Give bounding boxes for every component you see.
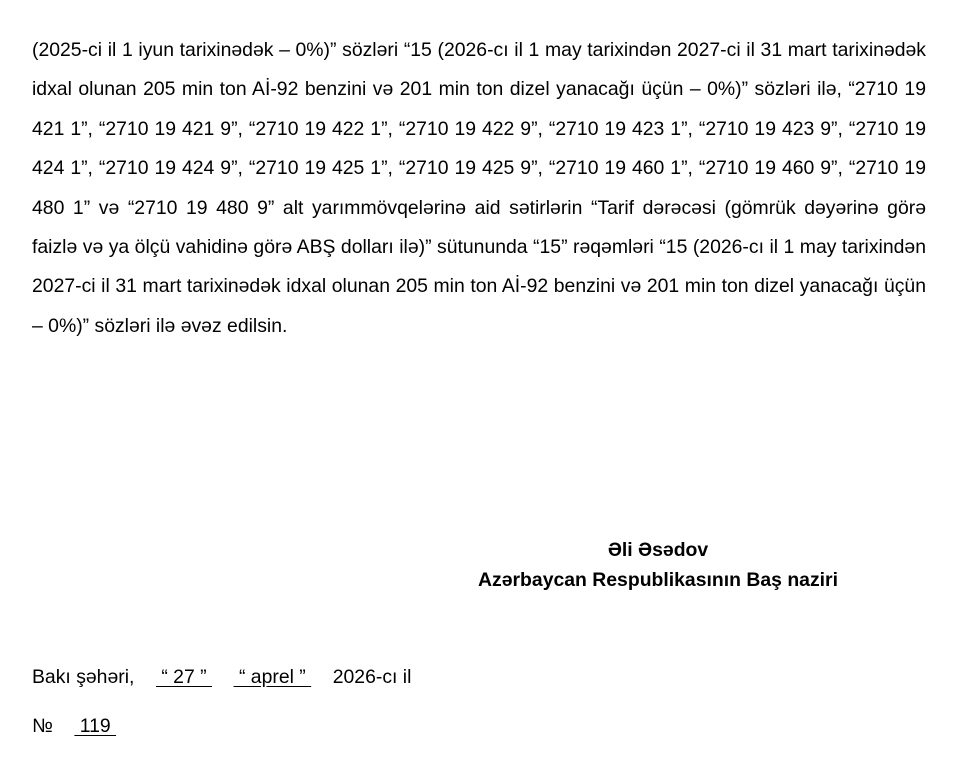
city-label: Bakı şəhəri,: [32, 666, 135, 688]
date-year: 2026-cı il: [332, 666, 412, 688]
date-line: [32, 664, 411, 690]
document-number-line: [32, 713, 116, 739]
signatory-title: Azərbaycan Respublikasının Baş naziri: [478, 569, 838, 591]
decree-body-paragraph: (2025-ci il 1 iyun tarixinədək – 0%)” sözləri “15 (2026-cı il 1 may tarixindən 2027-ci il 31 mart tarixinədək idxal olunan 205 min ton Aİ-92 benzini və 201 min ton dizel yanacağı üçün – 0%)” sözləri ilə, “2710 19 421 1”, “2710 19 421 9”, “2710 19 422 1”, “2710 19 422 9”, “2710 19 423 1”, “2710 19 423 9”, “2710 19 424 1”, “2710 19 424 9”, “2710 19 425 1”, “2710 19 425 9”, “2710 19 460 1”, “2710 19 460 9”, “2710 19 480 1” və “2710 19 480 9” alt yarımmövqelərinə aid sətirlərin “Tarif dərəcəsi (gömrük dəyərinə görə faizlə və ya ölçü vahidinə görə ABŞ dolları ilə)” sütununda “15” rəqəmləri “15 (2026-cı il 1 may tarixindən 2027-ci il 31 mart tarixinədək idxal olunan 205 min ton Aİ-92 benzini və 201 min ton dizel yanacağı üçün – 0%)” sözləri ilə əvəz edilsin.: [32, 39, 926, 337]
date-month: “ aprel ”: [233, 666, 312, 688]
signatory-name: Əli Əsədov: [607, 539, 709, 561]
number-label: №: [32, 715, 53, 737]
date-day: “ 27 ”: [155, 666, 212, 688]
document-number: 119: [74, 715, 117, 737]
